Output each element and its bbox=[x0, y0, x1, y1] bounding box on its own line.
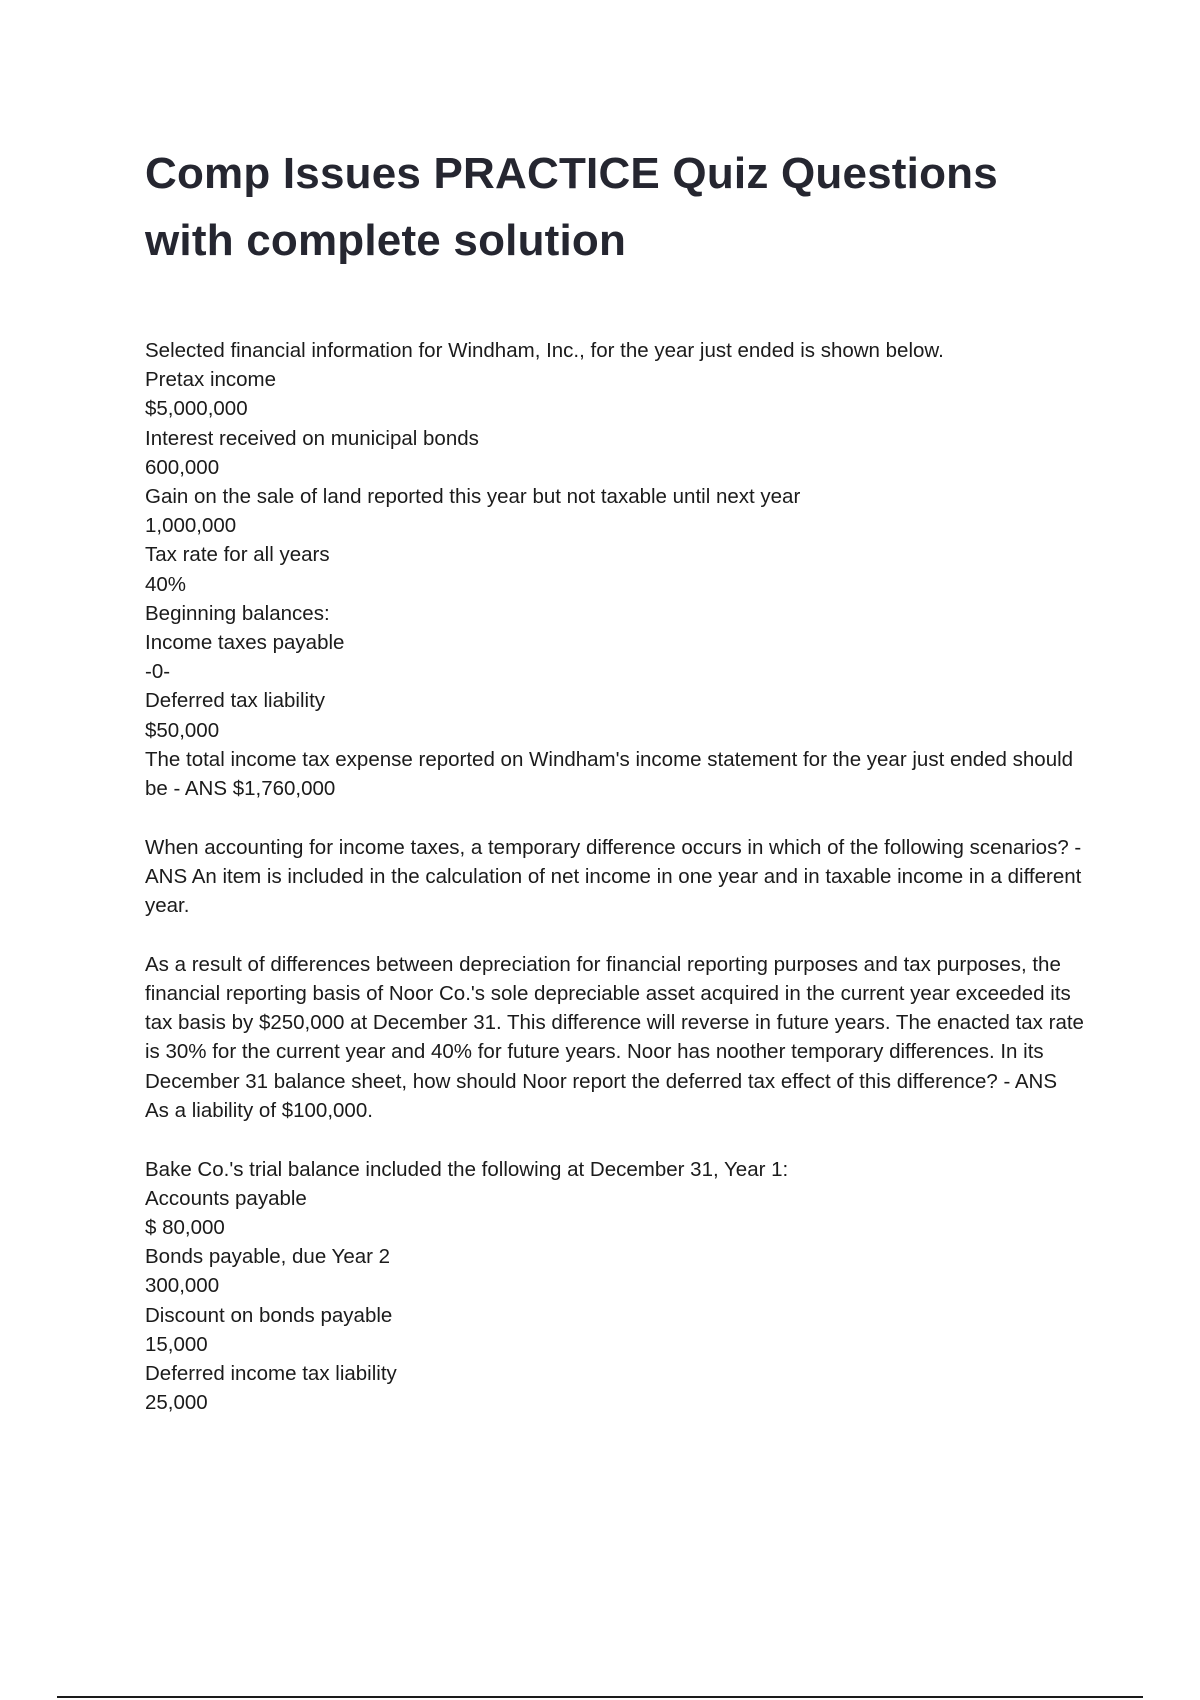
paragraph-gap bbox=[145, 920, 1085, 950]
question-line: Accounts payable bbox=[145, 1186, 307, 1210]
question-line: Gain on the sale of land reported this year but not taxable until next year bbox=[145, 485, 801, 509]
question-line: 1,000,000 bbox=[145, 514, 237, 538]
question-line: Deferred tax liability bbox=[145, 689, 326, 713]
question-block-3 bbox=[145, 950, 1085, 1125]
question-line: Income taxes payable bbox=[145, 631, 345, 655]
question-line: Bonds payable, due Year 2 bbox=[145, 1245, 391, 1269]
question-line: 15,000 bbox=[145, 1332, 208, 1356]
question-line: Discount on bonds payable bbox=[145, 1303, 393, 1327]
question-line: Selected financial information for Windham, Inc., for the year just ended is shown below. bbox=[145, 339, 944, 362]
question-with-answer: As a result of differences between depreciation for financial reporting purposes and tax purposes, the financial reporting basis of Noor Co.'s sole depreciable asset acquired in the current year exceeded its tax basis by $250,000 at December 31. This difference will reverse in future years. The enacted tax rate is 30% for the current year and 40% for future years. Noor has noother temporary differences. In its December 31 balance sheet, how should Noor report the deferred tax effect of this difference? - ANS As a liability of $100,000. bbox=[145, 952, 1084, 1122]
question-line: Tax rate for all years bbox=[145, 543, 330, 567]
question-line: Deferred income tax liability bbox=[145, 1362, 397, 1385]
question-line: Bake Co.'s trial balance included the following at December 31, Year 1: bbox=[145, 1157, 789, 1181]
question-line: $50,000 bbox=[145, 718, 220, 742]
question-line: -0- bbox=[145, 660, 171, 684]
question-line: 600,000 bbox=[145, 455, 220, 479]
question-line: 40% bbox=[145, 572, 187, 596]
question-line: Interest received on municipal bonds bbox=[145, 426, 479, 450]
question-with-answer: The total income tax expense reported on Windham's income statement for the year just ended should be - ANS $1,760,000 bbox=[145, 747, 1074, 801]
page-title: Comp Issues PRACTICE Quiz Questions with complete solution bbox=[145, 149, 998, 265]
footer-divider bbox=[57, 1696, 1143, 1698]
document-body bbox=[145, 336, 1085, 1417]
question-line: 25,000 bbox=[145, 1391, 208, 1415]
question-block-1 bbox=[145, 336, 1085, 803]
question-block-4 bbox=[145, 1155, 1085, 1418]
question-line: Beginning balances: bbox=[145, 601, 330, 625]
paragraph-gap bbox=[145, 1125, 1085, 1155]
question-line: $5,000,000 bbox=[145, 397, 248, 421]
question-with-answer: When accounting for income taxes, a temporary difference occurs in which of the following scenarios? - ANS An item is included in the calculation of net income in one year and in taxable income in a different year. bbox=[145, 835, 1082, 918]
question-block-2 bbox=[145, 833, 1085, 921]
paragraph-gap bbox=[145, 803, 1085, 833]
question-line: $ 80,000 bbox=[145, 1215, 225, 1239]
question-line: Pretax income bbox=[145, 368, 277, 392]
question-line: 300,000 bbox=[145, 1274, 220, 1298]
